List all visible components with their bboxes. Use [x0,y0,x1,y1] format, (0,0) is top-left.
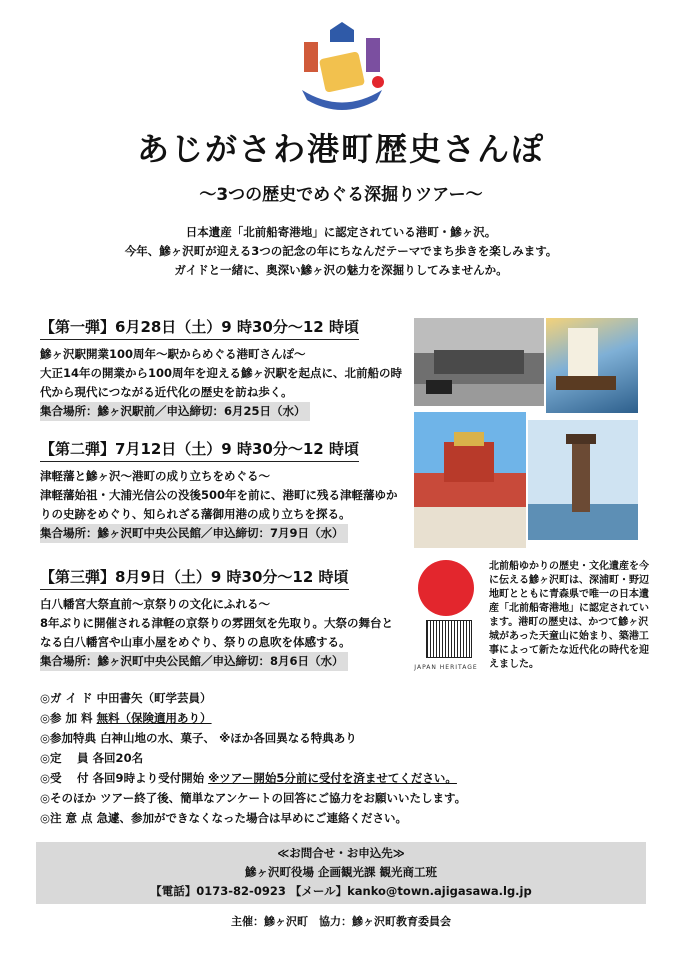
detail-label: ◎そのほか [40,791,97,805]
lighthouse-photo [528,420,638,540]
detail-value: ツアー終了後、簡単なアンケートの回答にご協力をお願いいたします。 [100,791,467,805]
japan-heritage-logo-text: JAPAN HERITAGE [414,664,478,671]
contact-phone-email[interactable]: 【電話】0173-82-0923 【メール】kanko@town.ajigasawa.lg.jp [150,884,532,898]
tour-meeting-info: 集合場所：鰺ヶ沢町中央公民館／申込締切：7月9日（水） [40,524,348,543]
contact-box [36,842,646,904]
page-subtitle: ～3つの歴史でめぐる深掘りツアー～ [199,185,483,205]
detail-row [40,688,650,708]
intro-line: 今年、鰺ヶ沢町が迎える3つの記念の年にちなんだテーマでまち歩きを楽しみます。 [124,244,558,258]
station-photo [414,318,544,406]
detail-label: ◎ガ イ ド [40,691,93,705]
heritage-note: 北前船ゆかりの歴史・文化遺産を今に伝える鰺ヶ沢町は、深浦町・野辺地町とともに青森県で唯一の日本遺産「北前船寄港地」に認定されています。港町の歴史は、かつて鰺ヶ沢城があった天童山に始まり、築港工事によって新たな近代化の時代を迎えました。 [489,561,649,670]
detail-value: 中田書矢（町学芸員） [96,691,212,705]
page-title: あじがさわ港町歴史さんぽ [136,130,545,168]
detail-value: 白神山地の水、菓子、 ※ほか各回異なる特典あり [100,731,357,745]
tour-meeting-info: 集合場所：鰺ヶ沢町中央公民館／申込締切：8月6日（水） [40,652,348,671]
detail-row [40,788,650,808]
detail-value: 各回20名 [92,751,144,765]
detail-row [40,708,650,728]
detail-note: ※ツアー開始5分前に受付を済ませてください。 [208,771,457,785]
detail-label: ◎定 員 [40,751,89,765]
detail-row [40,808,650,828]
contact-heading: ≪お問合せ・お申込先≫ [277,846,405,860]
detail-label: ◎参 加 料 [40,711,93,725]
tour-subtitle: 鰺ヶ沢駅開業100周年～駅からめぐる港町さんぽ～ [40,347,306,361]
sponsor-text: 主催：鰺ヶ沢町 協力：鰺ヶ沢町教育委員会 [231,915,451,928]
tour-1 [40,316,402,421]
tour-subtitle: 津軽藩と鰺ヶ沢～港町の成り立ちをめぐる～ [40,469,270,483]
detail-value: 急遽、参加ができなくなった場合は早めにご連絡ください。 [96,811,408,825]
detail-row [40,728,650,748]
japan-heritage-mark-icon [426,620,472,658]
tour-description: 大正14年の開業から100周年を迎える鰺ヶ沢駅を起点に、北前船の時代から現代につながる近代化の歴史を訪ね歩く。 [40,366,403,399]
port-town-logo [292,20,392,120]
japan-heritage-red-circle-icon [418,560,474,616]
detail-row [40,748,650,768]
tour-heading: 【第三弾】8月9日（土）9 時30分～12 時頃 [40,566,349,590]
detail-value: 無料（保険適用あり） [96,711,212,725]
intro-line: ガイドと一緒に、奥深い鰺ヶ沢の魅力を深掘りしてみませんか。 [174,263,508,277]
tour-details [40,688,650,828]
tour-description: 津軽藩始祖・大浦光信公の没後500年を前に、港町に残る津軽藩ゆかりの史跡をめぐり、知られざる藩御用港の成り立ちを探る。 [40,488,398,521]
intro-line: 日本遺産「北前船寄港地」に認定されている港町・鰺ヶ沢。 [185,225,497,239]
tour-meeting-info: 集合場所：鰺ヶ沢駅前／申込締切：6月25日（水） [40,402,310,421]
tour-2 [40,438,402,543]
tour-subtitle: 白八幡宮大祭直前～京祭りの文化にふれる～ [40,597,270,611]
detail-row [40,768,650,788]
kitamaebune-painting [546,318,638,413]
intro-text [0,223,682,280]
festival-photo [414,412,526,548]
detail-label: ◎注 意 点 [40,811,93,825]
tour-description: 8年ぶりに開催される津軽の京祭りの雰囲気を先取り。大祭の舞台となる白八幡宮や山車小屋をめぐり、祭りの息吹を体感する。 [40,616,393,649]
contact-office: 鰺ヶ沢町役場 企画観光課 観光商工班 [244,865,437,879]
tour-heading: 【第二弾】7月12日（土）9 時30分～12 時頃 [40,438,359,462]
tour-heading: 【第一弾】6月28日（土）9 時30分～12 時頃 [40,316,359,340]
tour-3 [40,566,402,671]
detail-value: 各回9時より受付開始 [92,771,205,785]
detail-label: ◎受 付 [40,771,89,785]
detail-label: ◎参加特典 [40,731,97,745]
